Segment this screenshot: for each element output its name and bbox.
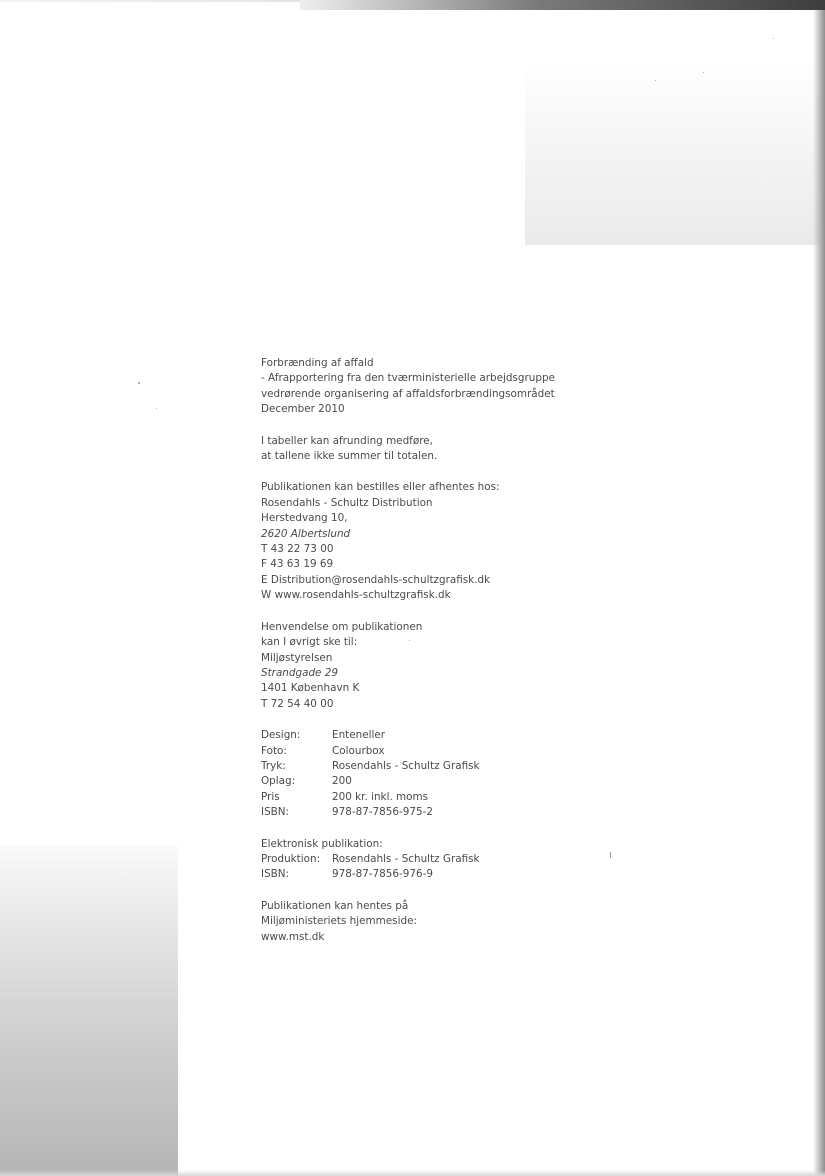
credit-value: Enteneller xyxy=(332,729,386,742)
scan-speck xyxy=(773,38,774,39)
distributor-email: E Distribution@rosendahls-schultzgrafisk.dk xyxy=(261,573,491,586)
credit-row-design xyxy=(261,728,581,743)
credit-value: 200 kr. inkl. moms xyxy=(332,790,429,803)
scan-shadow-top xyxy=(300,0,825,10)
scan-speck xyxy=(703,72,704,73)
contact-organisation: Miljøstyrelsen xyxy=(261,651,333,664)
download-line-1: Publikationen kan hentes på xyxy=(261,899,409,912)
rounding-note-line-2: at tallene ikke summer til totalen. xyxy=(261,450,438,463)
distribution-block xyxy=(261,480,581,603)
credit-label: ISBN: xyxy=(261,806,290,819)
scan-shadow-lower-left xyxy=(0,845,178,1176)
electronic-label: ISBN: xyxy=(261,868,290,881)
contact-street: Strandgade 29 xyxy=(261,666,338,679)
scan-edge-right xyxy=(813,10,825,1176)
publication-subtitle-line-1: - Afrapportering fra den tværministerielle arbejdsgruppe xyxy=(261,372,555,385)
credit-value: Colourbox xyxy=(332,744,385,757)
download-url: www.mst.dk xyxy=(261,930,325,943)
credits-block xyxy=(261,728,581,820)
publication-date: December 2010 xyxy=(261,403,345,416)
credit-label: Design: xyxy=(261,729,301,742)
credit-row-edition xyxy=(261,774,581,789)
electronic-value: Rosendahls - Schultz Grafisk xyxy=(332,852,480,865)
colophon xyxy=(261,356,581,961)
publication-title-block xyxy=(261,356,581,418)
distributor-phone: T 43 22 73 00 xyxy=(261,543,334,556)
electronic-block xyxy=(261,837,581,883)
electronic-value: 978-87-7856-976-9 xyxy=(332,868,433,881)
electronic-row-isbn xyxy=(261,867,581,882)
electronic-label: Produktion: xyxy=(261,852,321,865)
scan-speck xyxy=(610,852,611,858)
credit-row-print xyxy=(261,759,581,774)
credit-label: Pris xyxy=(261,790,280,803)
contact-intro-line-1: Henvendelse om publikationen xyxy=(261,620,423,633)
contact-block xyxy=(261,620,581,712)
contact-phone: T 72 54 40 00 xyxy=(261,697,334,710)
scan-speck xyxy=(138,382,140,384)
credit-value: 978-87-7856-975-2 xyxy=(332,806,433,819)
scan-shadow-upper-right xyxy=(525,60,825,245)
download-block xyxy=(261,899,581,945)
electronic-row-production xyxy=(261,852,581,867)
credit-label: Tryk: xyxy=(261,759,286,772)
credit-row-price xyxy=(261,790,581,805)
credit-row-photo xyxy=(261,744,581,759)
rounding-note xyxy=(261,434,581,465)
credit-value: 200 xyxy=(332,775,352,788)
credit-value: Rosendahls - Schultz Grafisk xyxy=(332,759,480,772)
distributor-website: W www.rosendahls-schultzgrafisk.dk xyxy=(261,589,451,602)
publication-title: Forbrænding af affald xyxy=(261,357,374,369)
scan-speck xyxy=(156,408,157,409)
distributor-fax: F 43 63 19 69 xyxy=(261,558,334,571)
credit-label: Oplag: xyxy=(261,775,296,788)
download-line-2: Miljøministeriets hjemmeside: xyxy=(261,915,417,928)
distributor-name: Rosendahls - Schultz Distribution xyxy=(261,496,433,509)
credit-label: Foto: xyxy=(261,744,287,757)
credit-row-isbn xyxy=(261,805,581,820)
contact-intro-line-2: kan I øvrigt ske til: xyxy=(261,636,358,649)
scan-speck xyxy=(655,80,656,81)
publication-subtitle-line-2: vedrørende organisering af affaldsforbrændingsområdet xyxy=(261,387,555,400)
contact-city: 1401 København K xyxy=(261,682,360,695)
rounding-note-line-1: I tabeller kan afrunding medføre, xyxy=(261,434,433,447)
distribution-intro: Publikationen kan bestilles eller afhentes hos: xyxy=(261,481,500,494)
electronic-heading: Elektronisk publikation: xyxy=(261,837,383,850)
distributor-city: 2620 Albertslund xyxy=(261,527,351,540)
distributor-street: Herstedvang 10, xyxy=(261,512,348,525)
scan-edge-bottom xyxy=(0,1170,825,1176)
